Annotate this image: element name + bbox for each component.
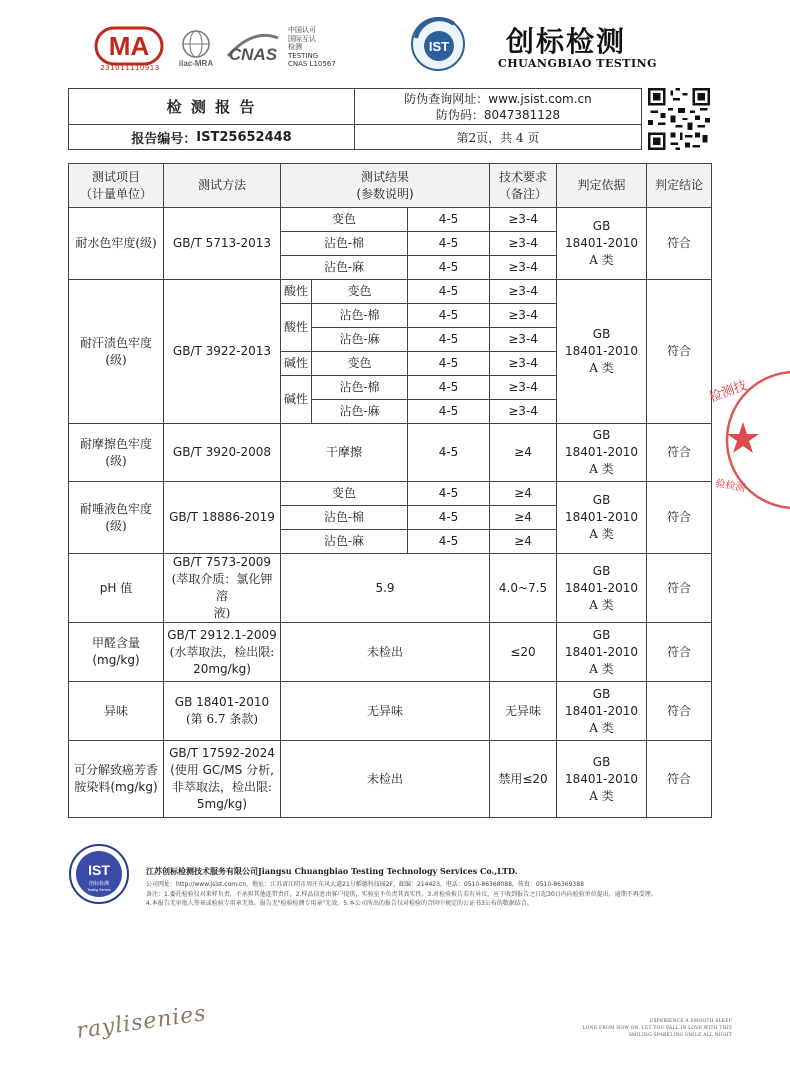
- table-row: [69, 623, 712, 682]
- basis-odor: GB 18401-2010 A 类: [557, 682, 647, 741]
- basis-formaldehyde: GB 18401-2010 A 类: [557, 623, 647, 682]
- basis-water: GB 18401-2010 A 类: [557, 208, 647, 280]
- footer-logo-caption-en: Testing Service: [87, 888, 111, 892]
- method-ph: GB/T 7573-2009 (萃取介质：氯化钾溶 液): [164, 554, 281, 623]
- header-requirement: 技术要求 （备注）: [490, 164, 557, 208]
- req-cell: ≥3-4: [490, 328, 557, 352]
- item-ph: pH 值: [69, 554, 164, 623]
- req-cell: ≥3-4: [490, 280, 557, 304]
- conclusion-sweat: 符合: [647, 280, 712, 424]
- item-rub: 耐摩擦色牢度 (级): [69, 424, 164, 482]
- acid-label: 酸性: [281, 304, 312, 352]
- brand-name-cn: 创标检测: [506, 25, 627, 58]
- table-row: [69, 208, 712, 232]
- req-cell: ≥3-4: [490, 376, 557, 400]
- param-cell: 沾色-棉: [281, 506, 408, 530]
- value-cell: 4-5: [408, 256, 490, 280]
- conclusion-formaldehyde: 符合: [647, 623, 712, 682]
- conclusion-azo: 符合: [647, 741, 712, 818]
- basis-sweat: GB 18401-2010 A 类: [557, 280, 647, 424]
- ilac-text: ilac-MRA: [178, 59, 214, 68]
- result-formaldehyde: 未检出: [281, 623, 490, 682]
- value-cell: 4-5: [408, 506, 490, 530]
- req-cell: ≥4: [490, 482, 557, 506]
- header-conclusion: 判定结论: [647, 164, 712, 208]
- param-cell: 沾色-麻: [312, 400, 408, 424]
- brand-name-en: CHUANGBIAO TESTING: [498, 57, 658, 70]
- req-ph: 4.0~7.5: [490, 554, 557, 623]
- table-row: [69, 554, 712, 623]
- official-seal-stamp: [705, 370, 790, 520]
- param-cell: 沾色-棉: [281, 232, 408, 256]
- footer-contact: 公司网址：http://www.jsist.com.cn，地址：江苏省江阴市周庄东风大道21号稻德科技园2F，邮编：214423，电话：0510-86368088，传真：0510-86369388: [146, 881, 584, 888]
- cnas-caption: 中国认可 国际互认 检测 TESTING CNAS L10567: [288, 26, 336, 68]
- method-saliva: GB/T 18886-2019: [164, 482, 281, 554]
- req-azo: 禁用≤20: [490, 741, 557, 818]
- cnas-logo: [222, 26, 284, 68]
- req-cell: ≥3-4: [490, 208, 557, 232]
- value-cell: 4-5: [408, 232, 490, 256]
- value-cell: 4-5: [408, 328, 490, 352]
- item-water: 耐水色牢度(级): [69, 208, 164, 280]
- method-azo: GB/T 17592-2024 (使用 GC/MS 分析, 非萃取法，检出限: 5mg/kg): [164, 741, 281, 818]
- value-cell: 4-5: [408, 280, 490, 304]
- alkali-label: 碱性: [281, 376, 312, 424]
- conclusion-water: 符合: [647, 208, 712, 280]
- param-cell: 沾色-麻: [281, 256, 408, 280]
- req-cell: ≥4: [490, 506, 557, 530]
- basis-rub: GB 18401-2010 A 类: [557, 424, 647, 482]
- basis-saliva: GB 18401-2010 A 类: [557, 482, 647, 554]
- qr-code: [648, 88, 710, 150]
- table-row: [69, 682, 712, 741]
- tagline-1: EXPERIENCE A SMOOTH SLEEP: [649, 1019, 732, 1024]
- test-results-table: [68, 163, 712, 818]
- report-number: [69, 125, 355, 149]
- param-cell: 变色: [312, 352, 408, 376]
- query-site: 防伪查询网址：www.jsist.com.cn: [404, 91, 592, 106]
- param-cell: 干摩擦: [281, 424, 408, 482]
- param-cell: 沾色-棉: [312, 376, 408, 400]
- param-cell: 沾色-棉: [312, 304, 408, 328]
- req-cell: ≥3-4: [490, 232, 557, 256]
- param-cell: 变色: [312, 280, 408, 304]
- report-no-value: IST25652448: [196, 129, 292, 145]
- footer-note-2: 4.本报告无审批人签章或检验专用章无效。报告无"检验检测专用章"无效。5.本公司所出的报告仅对检验的合同中规定的公证书3公布的数据结合。: [146, 900, 533, 907]
- table-row: [69, 424, 712, 482]
- cma-logo: [92, 24, 166, 68]
- anti-fake-info: [355, 89, 641, 125]
- report-info-box: [68, 88, 642, 150]
- header-result: 测试结果 (参数说明): [281, 164, 490, 208]
- req-formaldehyde: ≤20: [490, 623, 557, 682]
- req-odor: 无异味: [490, 682, 557, 741]
- req-cell: ≥3-4: [490, 352, 557, 376]
- item-sweat: 耐汗渍色牢度 (级): [69, 280, 164, 424]
- footer-note-1: 备注：1.委托检验仅对来样负责，不承担其他连带责任。2.样品信息由客户提供，实验室不负责其真实性。3.对检验报告若有异议，应于收到报告之日起30日内向检验单位提出，逾期不再受理。: [146, 891, 657, 898]
- req-cell: ≥3-4: [490, 256, 557, 280]
- method-rub: GB/T 3920-2008: [164, 424, 281, 482]
- value-cell: 4-5: [408, 482, 490, 506]
- tagline-2: LONG FROM NOW ON, LET YOU FALL IN LOVE WITH THIS: [582, 1026, 732, 1031]
- footer-ist-seal: [68, 843, 130, 905]
- table-row: [69, 482, 712, 506]
- table-row: [69, 280, 712, 304]
- header-basis: 判定依据: [557, 164, 647, 208]
- result-odor: 无异味: [281, 682, 490, 741]
- table-header-row: [69, 164, 712, 208]
- tagline-3: SMILING SPARKLING SMILE ALL NIGHT: [628, 1033, 732, 1038]
- value-cell: 4-5: [408, 352, 490, 376]
- method-odor: GB 18401-2010 (第 6.7 条款): [164, 682, 281, 741]
- result-ph: 5.9: [281, 554, 490, 623]
- page-info: 第2页，共 4 页: [456, 130, 540, 145]
- item-saliva: 耐唾液色牢度 (级): [69, 482, 164, 554]
- value-cell: 4-5: [408, 400, 490, 424]
- anti-fake-code: 防伪码：8047381128: [435, 107, 561, 122]
- header-item: 测试项目 （计量单位）: [69, 164, 164, 208]
- method-water: GB/T 5713-2013: [164, 208, 281, 280]
- report-no-label: 报告编号：: [131, 131, 197, 147]
- ilac-mra-logo: [172, 28, 220, 68]
- param-cell: 变色: [281, 208, 408, 232]
- value-cell: 4-5: [408, 304, 490, 328]
- conclusion-rub: 符合: [647, 424, 712, 482]
- cma-number: 231011110913: [100, 64, 160, 72]
- header-method: 测试方法: [164, 164, 281, 208]
- stamp-text-top: 检测技: [707, 378, 750, 406]
- report-title: 检 测 报 告: [69, 89, 355, 125]
- conclusion-ph: 符合: [647, 554, 712, 623]
- method-formaldehyde: GB/T 2912.1-2009 (水萃取法，检出限: 20mg/kg): [164, 623, 281, 682]
- basis-azo: GB 18401-2010 A 类: [557, 741, 647, 818]
- req-cell: ≥4: [490, 530, 557, 554]
- value-cell: 4-5: [408, 530, 490, 554]
- value-cell: 4-5: [408, 208, 490, 232]
- acid-label: 酸性: [281, 280, 312, 304]
- brand-signature: raylisenies: [74, 1001, 209, 1044]
- footer-logo-caption: 创标检测: [88, 881, 110, 887]
- ist-logo: [410, 16, 466, 72]
- req-cell: ≥3-4: [490, 304, 557, 328]
- conclusion-saliva: 符合: [647, 482, 712, 554]
- value-cell: 4-5: [408, 424, 490, 482]
- req-cell: ≥4: [490, 424, 557, 482]
- method-sweat: GB/T 3922-2013: [164, 280, 281, 424]
- cnas-text: CNAS: [228, 45, 278, 64]
- footer-company: 江苏创标检测技术服务有限公司Jiangsu Chuangbiao Testing Technology Services Co.,LTD.: [146, 866, 518, 876]
- ist-logo-text: IST: [428, 39, 450, 54]
- conclusion-odor: 符合: [647, 682, 712, 741]
- alkali-label: 碱性: [281, 352, 312, 376]
- value-cell: 4-5: [408, 376, 490, 400]
- cma-text: MA: [108, 31, 150, 61]
- item-azo: 可分解致癌芳香 胺染料(mg/kg): [69, 741, 164, 818]
- table-row: [69, 741, 712, 818]
- param-cell: 沾色-麻: [281, 530, 408, 554]
- item-odor: 异味: [69, 682, 164, 741]
- item-formaldehyde: 甲醛含量 (mg/kg): [69, 623, 164, 682]
- req-cell: ≥3-4: [490, 400, 557, 424]
- result-azo: 未检出: [281, 741, 490, 818]
- footer-logo-text: IST: [88, 862, 110, 878]
- param-cell: 沾色-麻: [312, 328, 408, 352]
- basis-ph: GB 18401-2010 A 类: [557, 554, 647, 623]
- stamp-text-bottom: 验检测: [714, 478, 746, 495]
- param-cell: 变色: [281, 482, 408, 506]
